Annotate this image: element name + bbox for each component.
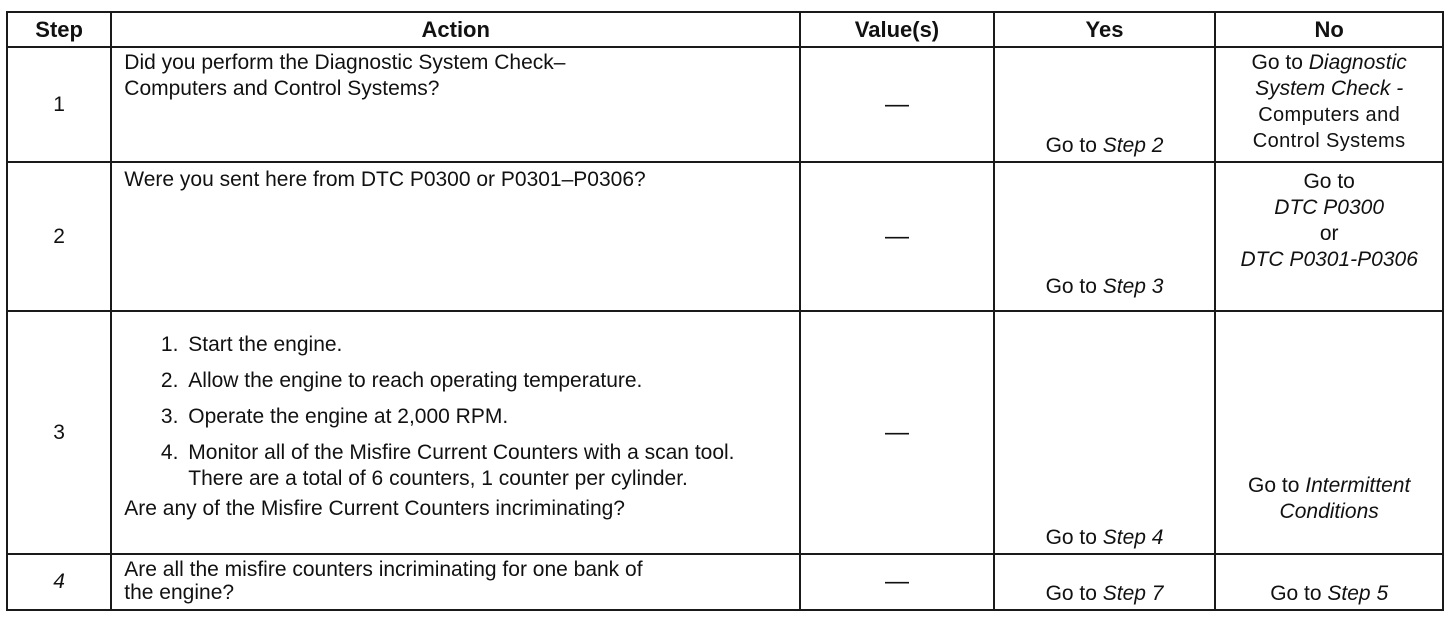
no-link[interactable]: Diagnostic xyxy=(1308,51,1407,74)
value-cell: — xyxy=(800,311,994,554)
header-no: No xyxy=(1215,12,1443,47)
no-text: Computers and xyxy=(1258,104,1401,126)
step-number: 2 xyxy=(7,162,111,311)
yes-cell xyxy=(994,554,1216,610)
table-row xyxy=(7,311,1443,554)
value-cell: — xyxy=(800,162,994,311)
step-number-italic: 4 xyxy=(53,570,65,593)
table-row xyxy=(7,162,1443,311)
action-cell xyxy=(111,554,800,610)
yes-cell xyxy=(994,311,1216,554)
header-values: Value(s) xyxy=(800,12,994,47)
no-text: Control Systems xyxy=(1252,130,1406,152)
yes-link[interactable]: Step 3 xyxy=(1102,275,1164,298)
action-text: Are all the misfire counters incriminating for one bank of xyxy=(124,558,643,581)
action-text: the engine? xyxy=(124,581,235,604)
action-text: Were you sent here from DTC P0300 or P0301–P0306? xyxy=(124,168,646,191)
header-step: Step xyxy=(7,12,111,47)
action-text: Computers and Control Systems? xyxy=(124,77,440,100)
yes-cell xyxy=(994,47,1216,162)
yes-link[interactable]: Step 7 xyxy=(1102,582,1164,605)
yes-link[interactable]: Step 2 xyxy=(1102,134,1164,157)
value-cell: — xyxy=(800,554,994,610)
diagnostic-table xyxy=(6,11,1444,611)
yes-link[interactable]: Step 4 xyxy=(1102,526,1164,549)
yes-prefix: Go to xyxy=(1045,275,1103,298)
step-number xyxy=(7,554,111,610)
yes-prefix: Go to xyxy=(1045,526,1103,549)
action-cell xyxy=(111,47,800,162)
no-link[interactable]: Intermittent xyxy=(1305,474,1411,497)
action-text: Did you perform the Diagnostic System Check– xyxy=(124,51,566,74)
action-cell xyxy=(111,311,800,554)
no-link[interactable]: Step 5 xyxy=(1327,582,1389,605)
yes-prefix: Go to xyxy=(1045,582,1103,605)
no-prefix: Go to xyxy=(1251,51,1309,74)
action-cell xyxy=(111,162,800,311)
no-text: or xyxy=(1319,222,1339,245)
procedure-item: 3. Operate the engine at 2,000 RPM. xyxy=(184,404,789,430)
header-action: Action xyxy=(111,12,800,47)
no-prefix: Go to xyxy=(1270,582,1328,605)
no-prefix: Go to xyxy=(1248,474,1306,497)
no-cell xyxy=(1215,47,1443,162)
no-link[interactable]: DTC P0300 xyxy=(1274,196,1385,219)
table-header-row xyxy=(7,12,1443,47)
no-link[interactable]: System Check - xyxy=(1255,77,1404,100)
table-row xyxy=(7,554,1443,610)
table-row xyxy=(7,47,1443,162)
procedure-list xyxy=(124,332,789,492)
yes-cell xyxy=(994,162,1216,311)
no-link[interactable]: Conditions xyxy=(1279,500,1379,523)
yes-prefix: Go to xyxy=(1045,134,1103,157)
header-yes: Yes xyxy=(994,12,1216,47)
no-link[interactable]: DTC P0301-P0306 xyxy=(1240,248,1418,271)
action-question: Are any of the Misfire Current Counters incriminating? xyxy=(124,497,625,520)
procedure-item: 1. Start the engine. xyxy=(184,332,789,358)
procedure-item: 2. Allow the engine to reach operating temperature. xyxy=(184,368,789,394)
step-number: 1 xyxy=(7,47,111,162)
no-cell xyxy=(1215,311,1443,554)
no-cell xyxy=(1215,554,1443,610)
step-number: 3 xyxy=(7,311,111,554)
no-cell xyxy=(1215,162,1443,311)
procedure-item: 4. Monitor all of the Misfire Current Counters with a scan tool. There are a total of 6 counters, 1 counter per cylinder. xyxy=(184,440,789,492)
no-text: Go to xyxy=(1303,170,1355,193)
value-cell: — xyxy=(800,47,994,162)
